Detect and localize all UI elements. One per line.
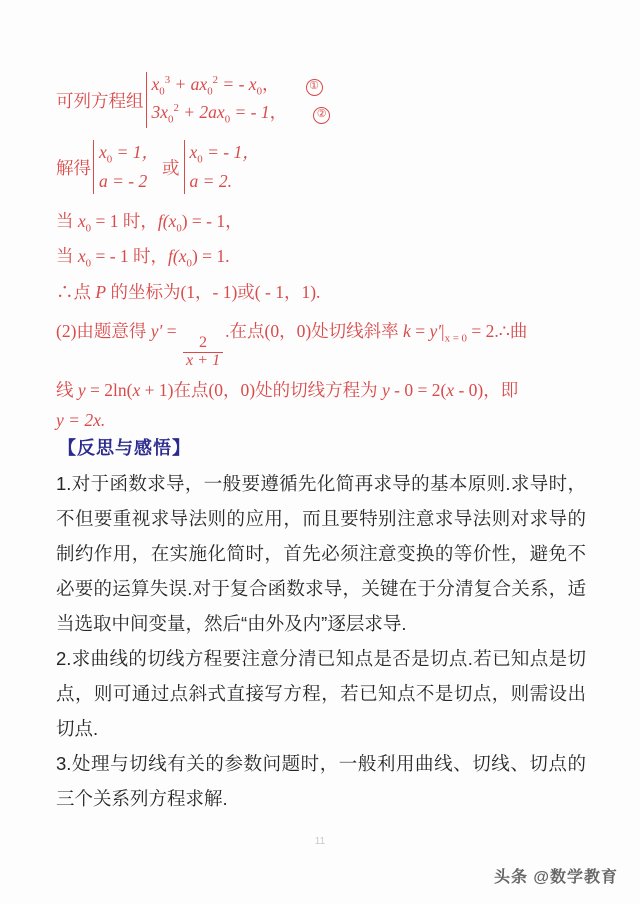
eq2-term1: 3x: [151, 102, 169, 123]
part2-y-prime: y′: [150, 321, 163, 342]
conclusion-text-1: 点: [73, 282, 96, 303]
part2-k-equals: =: [410, 321, 430, 342]
conclusion-text-2: 的坐标为(1，- 1)或( - 1，1).: [106, 282, 321, 303]
part2-therefore: ∴: [498, 321, 510, 342]
fraction-2-over-x-plus-1: [183, 335, 223, 370]
reflection-item-2: 2.求曲线的切线方程要注意分清已知点是否是切点.若已知点是切点，则可通过点斜式直接写方程，若已知点不是切点，则需设出切点.: [56, 648, 586, 739]
line-part2-second: [56, 377, 596, 402]
line-part2-third: [56, 410, 596, 431]
part2-k-value: = 2.: [466, 321, 499, 342]
point-p-label: P: [95, 282, 107, 303]
when-neg1-fn-arg-sub: 0: [186, 257, 192, 270]
when-neg1-mid: = - 1 时，: [91, 245, 169, 266]
case2-value: = - 1，: [202, 142, 260, 163]
reflection-item-1: 1.对于函数求导，一般要遵循先化简再求导的基本原则.求导时，不但要重视求导法则的应用，而且要特别注意求导法则对求导的制约作用，在实施化简时，首先必须注意变换的等价性，避免不必要的运算失误.对于复合函数求导，关键在于分清复合关系，适当选取中间变量，然后“由外及内”逐层求导.: [56, 473, 586, 634]
eq2-term1-exp: 2: [173, 102, 179, 115]
eq1-term2: + ax: [170, 74, 208, 94]
reflection-body: [56, 466, 586, 816]
when-1-fn-arg: (x: [162, 211, 177, 232]
part2-l2-mid4: - 0)，即: [454, 380, 519, 401]
equation-1: [152, 72, 331, 100]
part2-l2-x: x: [132, 380, 141, 401]
part2-k-y-prime: y′: [429, 321, 442, 342]
part2-mid-text: .在点(0，0)处切线斜率: [225, 321, 404, 342]
equation-system-1-body: [145, 72, 331, 128]
when-neg1-result: ) = 1.: [191, 245, 230, 266]
when-1-var: x: [77, 211, 86, 232]
part2-l2-y: y: [77, 380, 86, 401]
watermark: 头条 @数学教育: [493, 869, 618, 886]
part2-tail: 曲: [509, 321, 528, 342]
when-1-fn-arg-sub: 0: [176, 222, 182, 235]
part2-equals: =: [162, 321, 182, 342]
eq1-var: x: [151, 74, 160, 94]
when-neg1-var: x: [77, 245, 86, 266]
equation-tag-2: ②: [313, 107, 330, 124]
part2-eval-at: x = 0: [444, 332, 467, 345]
eq2-term1-sub: 0: [168, 113, 174, 126]
system-brace-2a: [93, 140, 94, 194]
therefore-symbol: ∴: [56, 282, 74, 303]
part2-l2-lead: 线: [56, 380, 78, 401]
equation-system-1-label: 可列方程组: [56, 90, 144, 111]
part2-l2-x2: x: [446, 380, 455, 401]
when-1-prefix: 当: [56, 211, 78, 232]
fraction-denominator: x + 1: [183, 352, 223, 370]
solution-block: [56, 72, 596, 436]
case2-line2: a = 2.: [189, 170, 232, 191]
case1-value: = 1，: [112, 142, 160, 163]
case-conjunction: 或: [162, 157, 180, 178]
solution-case-1: [92, 140, 159, 194]
case2-line1: [190, 140, 260, 168]
when-1-mid: = 1 时，: [91, 211, 158, 232]
eq2-comma: ，: [269, 102, 288, 123]
when-neg1-fn-arg: (x: [172, 245, 187, 266]
part2-l2-y2: y: [381, 380, 390, 401]
eq1-term2-exp: 2: [212, 74, 219, 87]
case1-var-sub: 0: [106, 153, 113, 166]
case1-line2: a = - 2: [99, 170, 148, 191]
eq1-term2-sub: 0: [207, 85, 213, 98]
equation-tag-1: ①: [306, 79, 323, 96]
eq2-term2: + 2ax: [178, 102, 225, 123]
fraction-numerator: 2: [199, 333, 208, 351]
part2-l3-y: y: [56, 410, 64, 431]
part2-l2-mid2: + 1)在点(0，0)处的切线方程为: [140, 380, 382, 401]
line-part2-first: [56, 318, 596, 369]
eq1-rhs: = - x: [218, 74, 257, 94]
part2-eval-bar: |: [441, 321, 445, 342]
eq1-comma: ，: [262, 74, 280, 94]
part2-l3-rest: = 2x.: [63, 410, 106, 431]
eq2-term2-sub: 0: [224, 113, 231, 126]
when-neg1-prefix: 当: [56, 245, 78, 266]
when-1-fn: f: [157, 211, 163, 232]
solution-case-2: [183, 140, 260, 194]
reflection-item-3: 3.处理与切线有关的参数问题时，一般利用曲线、切线、切点的三个关系列方程求解.: [56, 753, 586, 809]
line-conclusion-point-p: [56, 279, 596, 304]
when-neg1-fn: f: [168, 245, 173, 266]
line-when-x0-equals-1: [56, 208, 596, 235]
equation-system-2: [56, 140, 596, 194]
eq1-var-sub: 0: [159, 85, 165, 98]
reflection-heading: 【反思与感悟】: [58, 438, 191, 458]
when-1-result: ) = - 1，: [181, 211, 243, 232]
case1-var: x: [99, 142, 107, 163]
page-number: 11: [314, 836, 326, 847]
part2-l2-mid1: = 2ln(: [85, 380, 133, 401]
eq1-rhs-sub: 0: [256, 85, 262, 98]
eq2-rhs: = - 1: [230, 102, 270, 123]
eq1-var-exp: 3: [164, 74, 171, 87]
equation-system-2-label: 解得: [56, 157, 91, 178]
case1-line1: [99, 140, 159, 168]
equation-system-1: [56, 72, 596, 128]
case2-var: x: [189, 142, 198, 163]
part2-l2-mid3: - 0 = 2(: [389, 380, 447, 401]
part2-k: k: [403, 321, 411, 342]
system-brace-1: [146, 72, 147, 128]
when-1-var-sub: 0: [85, 222, 92, 235]
when-neg1-var-sub: 0: [85, 257, 92, 270]
system-brace-2b: [184, 140, 185, 194]
case2-var-sub: 0: [197, 153, 203, 166]
line-when-x0-equals-neg1: [56, 243, 596, 270]
equation-2: [152, 100, 331, 128]
part2-lead: (2)由题意得: [56, 321, 151, 342]
